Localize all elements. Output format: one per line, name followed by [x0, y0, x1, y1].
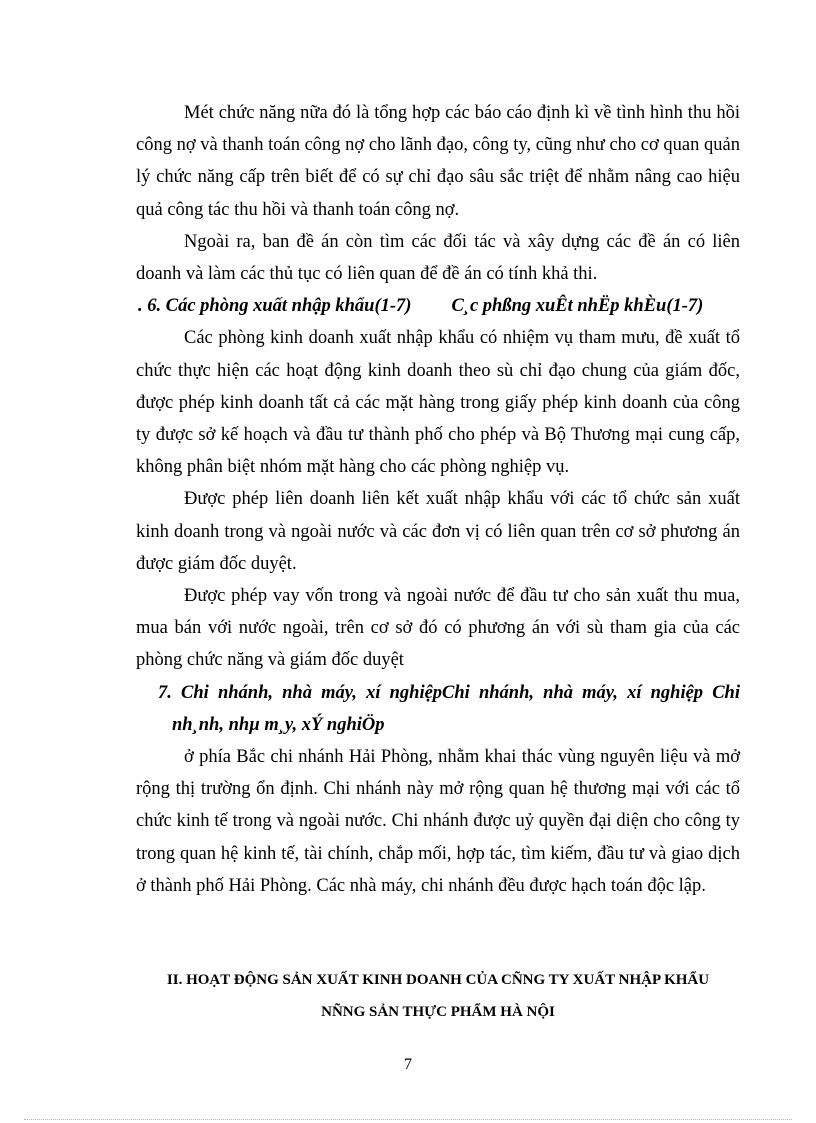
- section-heading: [136, 964, 740, 1028]
- paragraph-project-board: Ngoài ra, ban đề án còn tìm các đối tác và xây dựng các đề án có liên doanh và làm các thủ tục có liên quan để đề án có tính khả thi.: [136, 231, 740, 285]
- section-title-line-2: NÑNG SẢN THỰC PHẨM HÀ NỘI: [321, 1004, 555, 1020]
- page-number: 7: [404, 1056, 412, 1073]
- footer-divider: [24, 1119, 792, 1120]
- section-title-line-1: II. HOẠT ĐỘNG SẢN XUẤT KINH DOANH CỦA CÑNG TY XUẤT NHẬP KHẨU: [166, 972, 710, 988]
- paragraph-hai-phong-branch: ở phía Bắc chi nhánh Hải Phòng, nhằm khai thác vùng nguyên liệu và mở rộng thị trường ổn định. Chi nhánh này mở rộng quan hệ thương mại với các tổ chức kinh tế trong và ngoài nước. Chi nhánh được uỷ quyền đại diện cho công ty trong quan hệ kinh tế, tài chính, chắp mối, hợp tác, tìm kiếm, đầu tư và giao dịch ở thành phố Hải Phòng. Các nhà máy, chi nhánh đều được hạch toán độc lập.: [136, 747, 740, 896]
- heading-6-text: . 6. Các phòng xuất nhập khẩu(1-7): [138, 296, 412, 317]
- paragraph-debt-reporting: Mét chức năng nữa đó là tổng hợp các báo cáo định kì về tình hình thu hồi công nợ và thanh toán công nợ cho lãnh đạo, công ty, cũng như cho cơ quan quản lý chức năng cấp trên biết để có sự chỉ đạo sâu sắc triệt để nhằm nâng cao hiệu quả công tác thu hồi và thanh toán công nợ.: [136, 103, 740, 220]
- heading-6-garbled-text: C¸c phßng xuÊt nhËp khÈu(1-7): [451, 296, 704, 317]
- paragraph-loans: Được phép vay vốn trong và ngoài nước để đầu tư cho sản xuất thu mua, mua bán với nước ngoài, trên cơ sở đó có phương án với sù tham gia của các phòng chức năng và giám đốc duyệt: [136, 586, 740, 671]
- paragraph-departments-duties: Các phòng kinh doanh xuất nhập khẩu có nhiệm vụ tham mưu, đề xuất tổ chức thực hiện các hoạt động kinh doanh theo sù chỉ đạo chung của giám đốc, được phép kinh doanh tất cả các mặt hàng trong giấy phép kinh doanh của công ty được sở kế hoạch và đầu tư thành phố cho phép và Bộ Thương mại cung cấp, không phân biệt nhóm mặt hàng cho các phòng nghiệp vụ.: [136, 328, 740, 478]
- heading-branches-factories: 7. Chi nhánh, nhà máy, xí nghiệpChi nhánh, nhà máy, xí nghiệp Chi nh¸nh, nhµ m¸y, xÝ nghiÖp: [158, 682, 740, 735]
- paragraph-joint-venture: Được phép liên doanh liên kết xuất nhập khẩu với các tổ chức sản xuất kinh doanh trong và ngoài nước và các đơn vị có liên quan trên cơ sở phương án được giám đốc duyệt.: [136, 489, 740, 574]
- body-text: [136, 97, 740, 902]
- heading-import-export-departments: [136, 290, 740, 322]
